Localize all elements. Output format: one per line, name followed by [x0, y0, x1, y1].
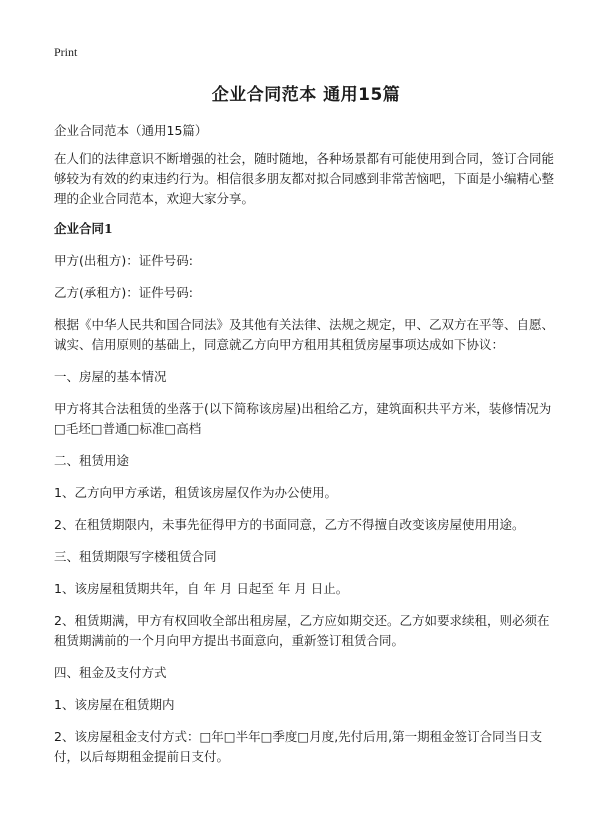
clause-paragraph: 2、租赁期满，甲方有权回收全部出租房屋，乙方应如期交还。乙方如要求续租，则必须在租赁期满前的一个月向甲方提出书面意向，重新签订租赁合同。 — [54, 613, 550, 648]
clause-heading-3: 三、租赁期限写字楼租赁合同 — [54, 549, 217, 564]
clause-heading-4: 四、租金及支付方式 — [54, 665, 167, 680]
section-heading: 企业合同1 — [54, 221, 113, 236]
page-title: 企业合同范本 通用15篇 — [211, 85, 401, 105]
clause-paragraph: 2、在租赁期限内，未事先征得甲方的书面同意，乙方不得擅自改变该房屋使用用途。 — [54, 517, 525, 532]
preamble-paragraph: 根据《中华人民共和国合同法》及其他有关法律、法规之规定，甲、乙双方在平等、自愿、诚实、信用原则的基础上，同意就乙方向甲方租用其租赁房屋事项达成如下协议： — [54, 317, 555, 352]
clause-paragraph: 1、该房屋在租赁期内 — [54, 697, 175, 712]
document-subtitle: 企业合同范本（通用15篇） — [54, 123, 208, 138]
intro-paragraph: 在人们的法律意识不断增强的社会，随时随地，各种场景都有可能使用到合同，签订合同能够较为有效的约束违约行为。相信很多朋友都对拟合同感到非常苦恼吧，下面是小编精心整理的企业合同范本，欢迎大家分享。 — [54, 151, 555, 206]
clause-heading-2: 二、租赁用途 — [54, 453, 130, 468]
clause-paragraph: 甲方将其合法租赁的坐落于(以下简称该房屋)出租给乙方，建筑面积共平方米，装修情况为□毛坯□普通□标准□高档 — [54, 401, 552, 436]
clause-heading-1: 一、房屋的基本情况 — [54, 369, 167, 384]
clause-paragraph: 2、该房屋租金支付方式：□年□半年□季度□月度,先付后用,第一期租金签订合同当日支付，以后每期租金提前日支付。 — [54, 729, 543, 764]
clause-paragraph: 1、乙方向甲方承诺，租赁该房屋仅作为办公使用。 — [54, 485, 337, 500]
clause-paragraph: 1、该房屋租赁期共年，自 年 月 日起至 年 月 日止。 — [54, 581, 349, 596]
party-a-line: 甲方(出租方)：证件号码: — [54, 253, 193, 268]
party-b-line: 乙方(承租方)：证件号码: — [54, 285, 193, 300]
print-link[interactable]: Print — [54, 45, 78, 59]
